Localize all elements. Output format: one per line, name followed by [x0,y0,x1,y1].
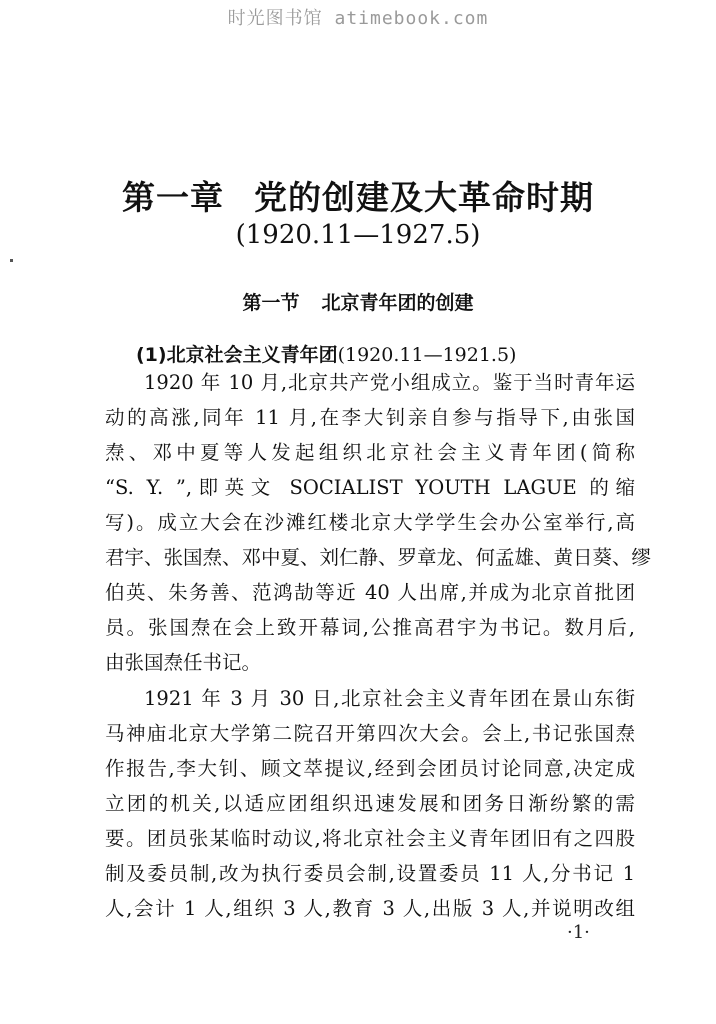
chapter-dates: (1920.11—1927.5) [235,220,481,250]
section-title [0,288,716,315]
page-number: ·1· [567,922,590,943]
body-line: 立团的机关,以适应团组织迅速发展和团务日渐纷繁的需 [105,792,635,815]
chapter-title [0,172,716,219]
body-line: 由张国焘任书记。 [105,651,262,674]
body-line: 要。团员张某临时动议,将北京社会主义青年团旧有之四股 [105,827,635,850]
body-line: 君宇、张国焘、邓中夏、刘仁静、罗章龙、何孟雄、黄日葵、缪 [105,546,652,569]
body-line: 伯英、朱务善、范鸿劼等近 40 人出席,并成为北京首批团 [105,581,635,604]
chapter-name: 党的创建及大革命时期 [254,178,594,217]
subsection-heading [136,340,516,367]
body-line: 员。张国焘在会上致开幕词,公推高君宇为书记。数月后, [105,616,635,639]
body-line: 1921 年 3 月 30 日,北京社会主义青年团在景山东街 [144,687,635,710]
body-line: 马神庙北京大学第二院召开第四次大会。会上,书记张国焘 [105,722,635,745]
section-number: 第一节 [242,292,300,314]
chapter-number: 第一章 [122,178,224,217]
body-line: 写)。成立大会在沙滩红楼北京大学学生会办公室举行,高 [105,511,635,534]
body-line: 制及委员制,改为执行委员会制,设置委员 11 人,分书记 1 [105,862,635,885]
subsection-title: (1)北京社会主义青年团 [136,344,338,366]
watermark: 时光图书馆 atimebook.com [227,8,489,29]
body-line: 动的高涨,同年 11 月,在李大钊亲自参与指导下,由张国 [105,406,635,429]
body-line: 人,会计 1 人,组织 3 人,教育 3 人,出版 3 人,并说明改组 [105,897,635,920]
body-line: 1920 年 10 月,北京共产党小组成立。鉴于当时青年运 [144,371,635,394]
scan-speck [10,259,13,262]
body-line: “S. Y. ”,即英文 SOCIALIST YOUTH LAGUE 的缩 [105,476,635,499]
subsection-dates: (1920.11—1921.5) [337,344,517,366]
body-line: 作报告,李大钊、顾文萃提议,经到会团员讨论同意,决定成 [105,757,635,780]
body-line: 焘、邓中夏等人发起组织北京社会主义青年团(简称 [105,441,635,464]
section-name: 北京青年团的创建 [321,292,474,314]
